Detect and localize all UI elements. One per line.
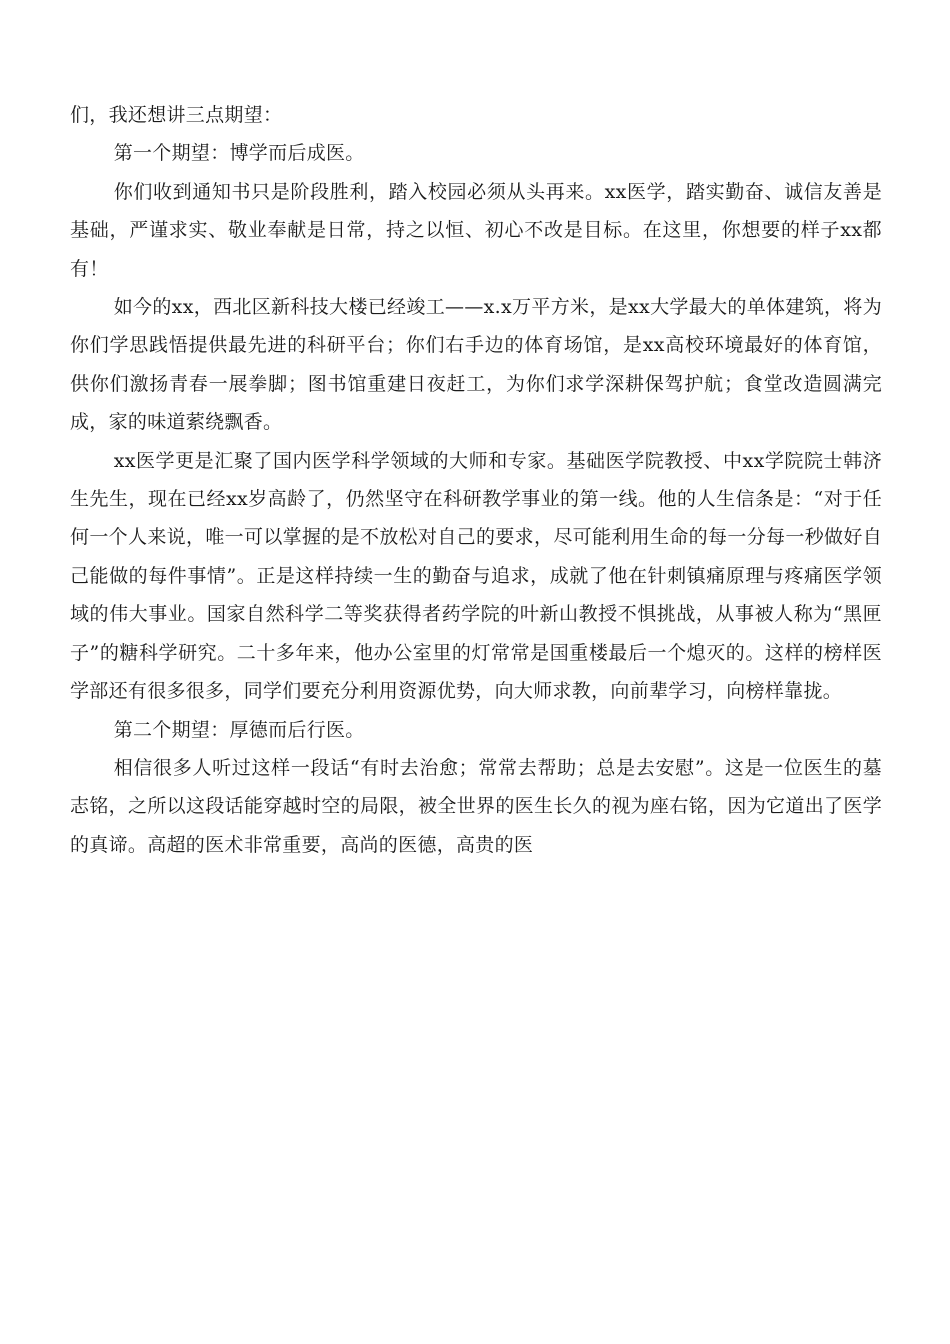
paragraph-continuation: 们，我还想讲三点期望：	[70, 104, 283, 126]
document-body	[70, 96, 882, 864]
paragraph-epitaph: 相信很多人听过这样一段话“有时去治愈；常常去帮助；总是去安慰”。这是一位医生的墓志铭，之所以这段话能穿越时空的局限，被全世界的医生长久的视为座右铭，因为它道出了医学的真谛。高超的医术非常重要，高尚的医德，高贵的医	[70, 756, 882, 856]
paragraph-expectation-1-heading: 第一个期望：博学而后成医。	[113, 142, 365, 165]
paragraph-campus-facilities: 如今的xx，西北区新科技大楼已经竣工——x.x万平方米，是xx大学最大的单体建筑，将为你们学思践悟提供最先进的科研平台；你们右手边的体育场馆，是xx高校环境最好的体育馆，供你们激扬青春一展拳脚；图书馆重建日夜赶工，为你们求学深耕保驾护航；食堂改造圆满完成，家的味道萦绕飘香。	[70, 296, 882, 434]
paragraph-expectation-2-heading: 第二个期望：厚德而后行医。	[113, 718, 365, 741]
paragraph-masters-experts: xx医学更是汇聚了国内医学科学领域的大师和专家。基础医学院教授、中xx学院院士韩济生先生，现在已经xx岁高龄了，仍然坚守在科研教学事业的第一线。他的人生信条是：“对于任何一个人来说，唯一可以掌握的是不放松对自己的要求，尽可能利用生命的每一分每一秒做好自己能做的每件事情”。正是这样持续一生的勤奋与追求，成就了他在针刺镇痛原理与疼痛医学领域的伟大事业。国家自然科学二等奖获得者药学院的叶新山教授不惧挑战，从事被人称为“黑匣子”的糖科学研究。二十多年来，他办公室里的灯常常是国重楼最后一个熄灭的。这样的榜样医学部还有很多很多，同学们要充分利用资源优势，向大师求教，向前辈学习，向榜样靠拢。	[70, 449, 882, 703]
paragraph-notice-letter: 你们收到通知书只是阶段胜利，踏入校园必须从头再来。xx医学，踏实勤奋、诚信友善是基础，严谨求实、敬业奉献是日常，持之以恒、初心不改是目标。在这里，你想要的样子xx都有！	[70, 180, 882, 280]
